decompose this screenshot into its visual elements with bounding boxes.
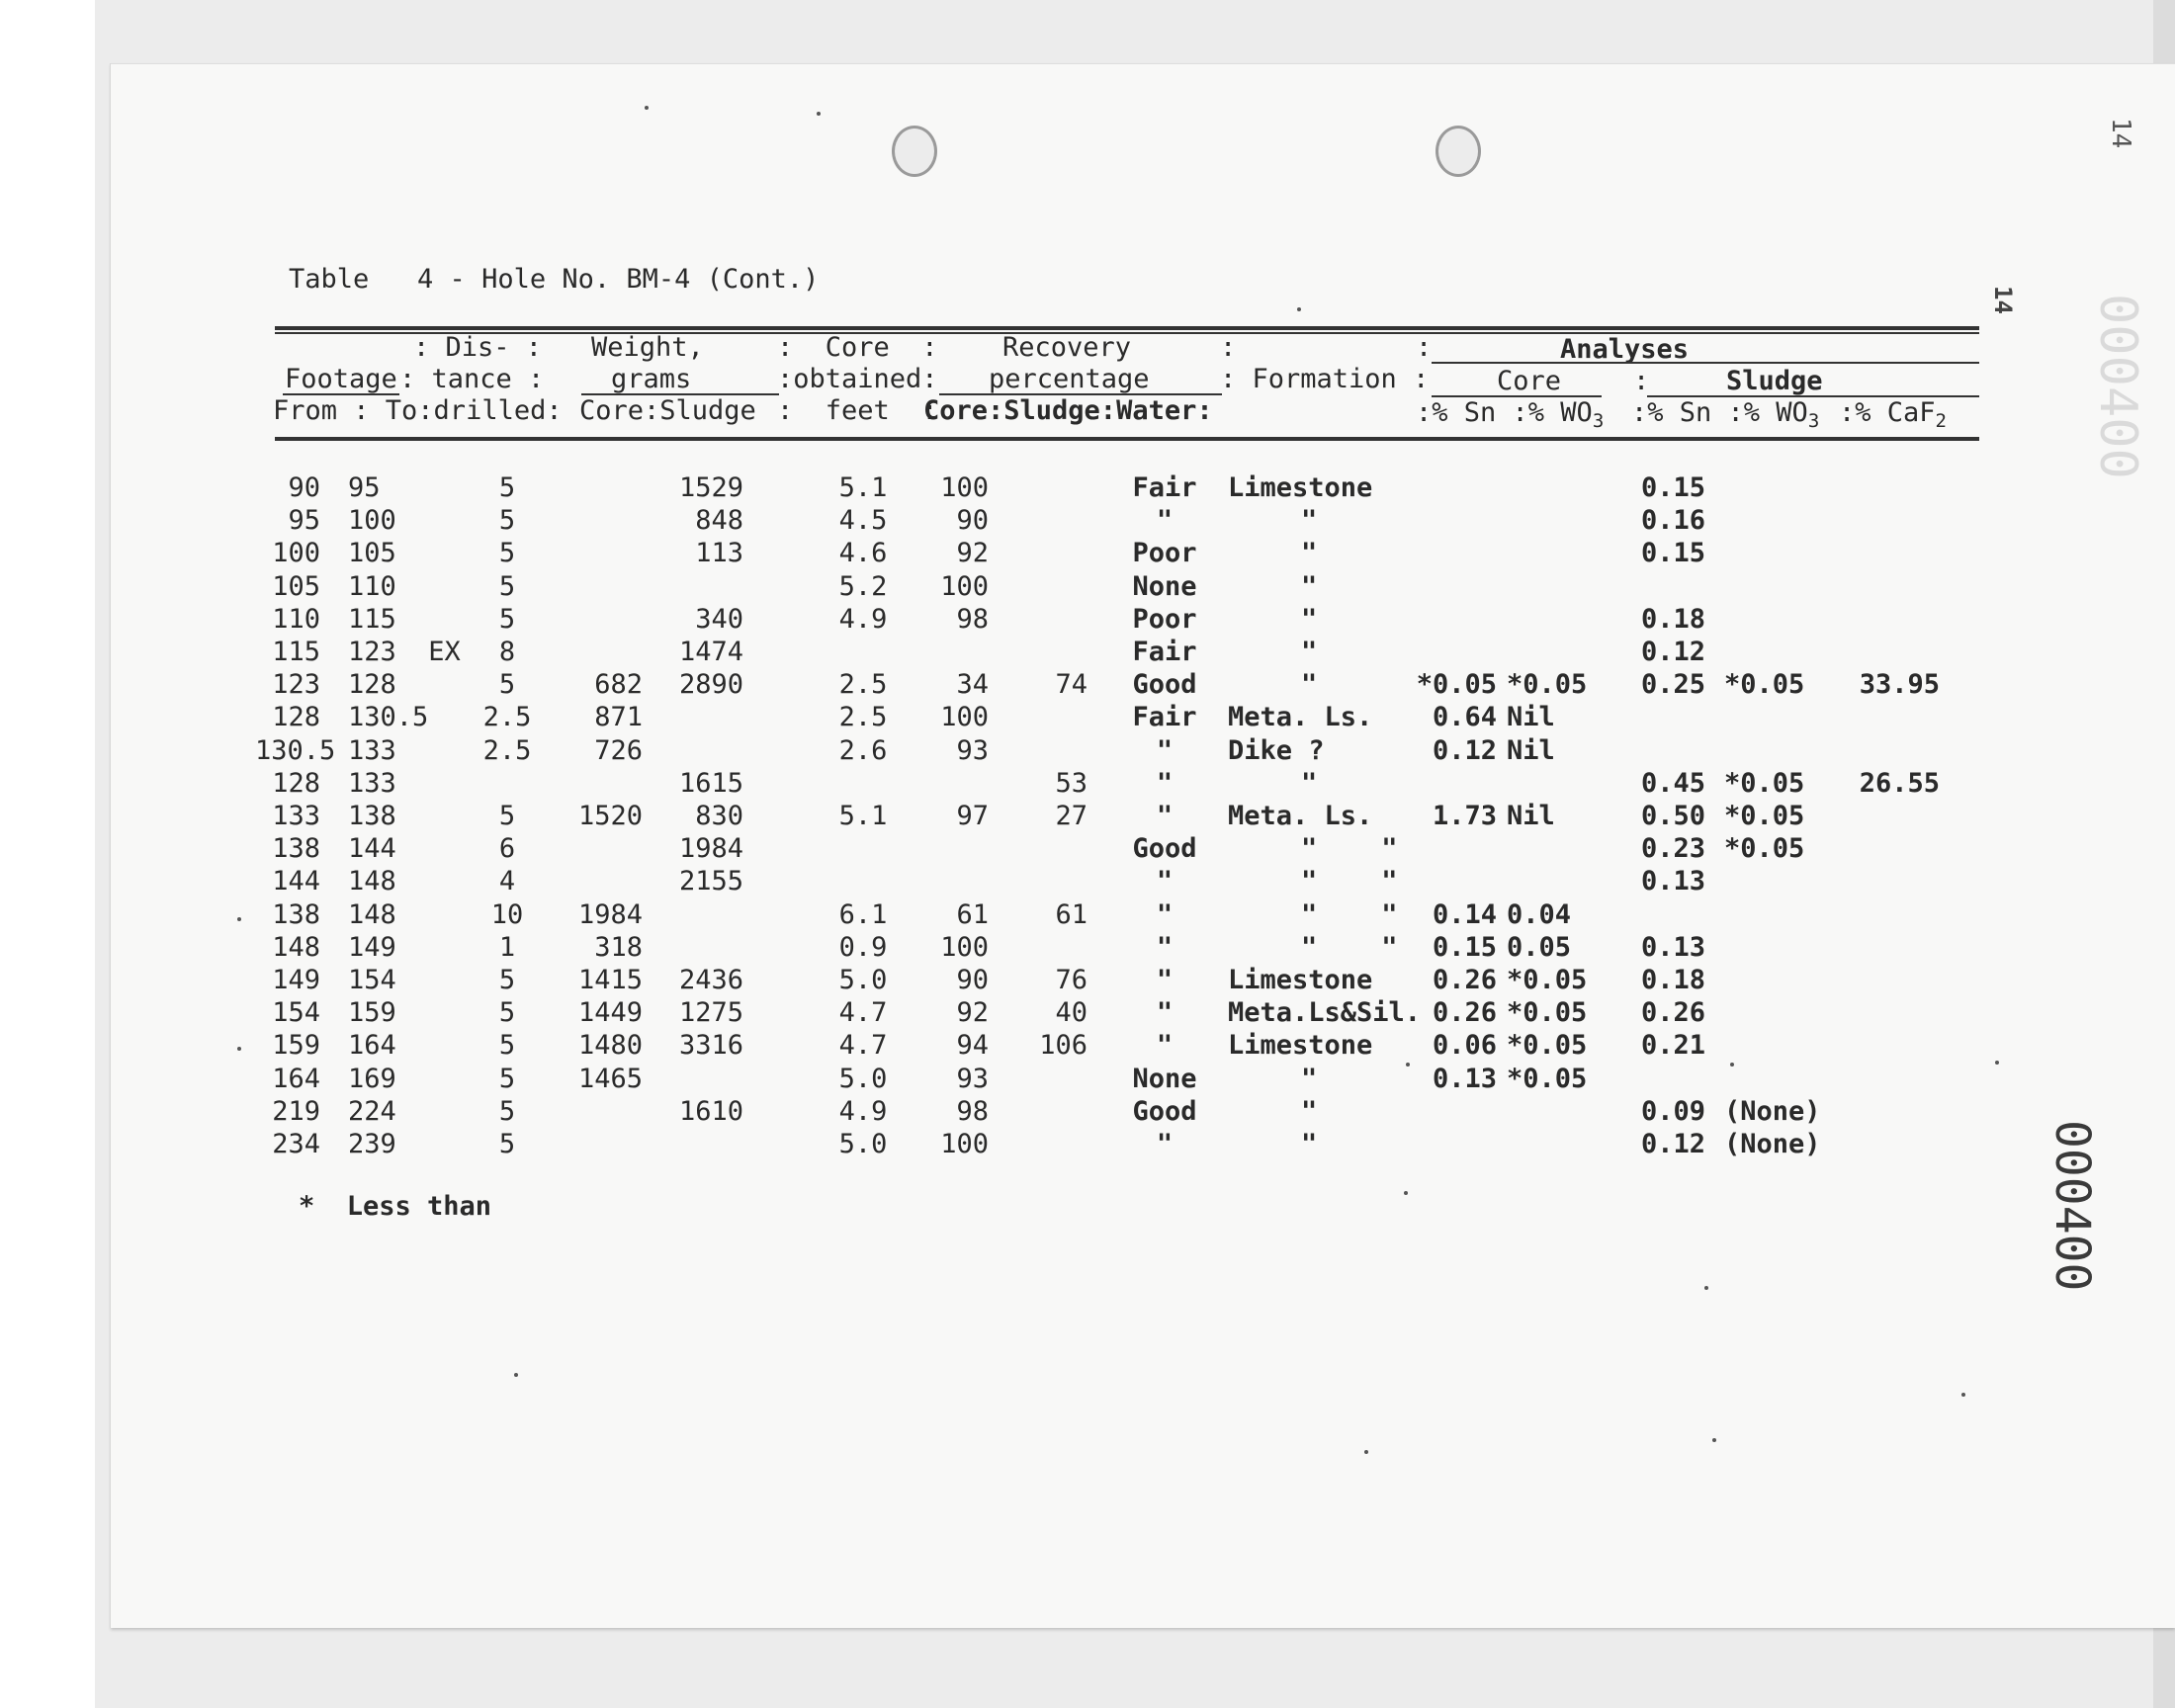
header-bottom-rule — [275, 437, 1979, 441]
cell-rec-core: 97 — [956, 801, 989, 831]
cell-formation: Limestone — [1228, 472, 1373, 503]
cell-formation: Limestone — [1228, 1030, 1373, 1061]
header-analyses-sep: : — [1416, 332, 1433, 363]
cell-from: 154 — [272, 997, 320, 1028]
header-caf2: :% CaF$_2$ — [1839, 397, 1947, 432]
cell-core-sn: 0.12 — [1432, 735, 1497, 766]
speck — [1297, 307, 1301, 311]
cell-core-ft: 5.2 — [838, 571, 888, 602]
cell-core-ft: 0.9 — [838, 932, 888, 963]
page-number-rotated: 14 — [2106, 118, 2135, 149]
cell-core-ft: 5.1 — [838, 472, 888, 503]
cell-formation: " — [1301, 768, 1318, 799]
cell-core-wo3: *0.05 — [1507, 1030, 1588, 1061]
cell-water: Fair — [1132, 637, 1197, 667]
cell-sl-wo3: (None) — [1724, 1129, 1821, 1159]
cell-w-sludge: 848 — [695, 505, 743, 536]
cell-core-ft: 6.1 — [838, 899, 888, 930]
cell-formation: " — [1301, 1064, 1318, 1094]
cell-to: 100 — [348, 505, 396, 536]
cell-sl-wo3: *0.05 — [1724, 768, 1805, 799]
cell-from: 90 — [288, 472, 320, 503]
cell-to: 169 — [348, 1064, 396, 1094]
cell-formation: " — [1301, 637, 1318, 667]
cell-sl-sn: 0.13 — [1641, 866, 1706, 897]
cell-water: " — [1156, 866, 1174, 897]
cell-to: 154 — [348, 965, 396, 995]
header-distance-2: : tance : — [399, 364, 545, 394]
cell-rec-core: 100 — [940, 702, 989, 732]
cell-rec-core: 100 — [940, 472, 989, 503]
cell-sl-sn: 0.15 — [1641, 538, 1706, 568]
cell-core-wo3: *0.05 — [1507, 669, 1588, 700]
cell-w-core: 871 — [594, 702, 643, 732]
cell-formation: " — [1301, 669, 1318, 700]
cell-rec-sludge: 53 — [1055, 768, 1088, 799]
cell-drilled: 4 — [498, 866, 516, 897]
cell-core-ft: 4.6 — [838, 538, 888, 568]
cell-water: " — [1156, 1129, 1174, 1159]
cell-drilled: 5 — [498, 997, 516, 1028]
cell-rec-core: 98 — [956, 1096, 989, 1127]
cell-from: 128 — [272, 702, 320, 732]
cell-to: 144 — [348, 833, 396, 864]
cell-water: " — [1156, 505, 1174, 536]
cell-core-sn: 0.26 — [1432, 965, 1497, 995]
cell-from: 138 — [272, 899, 320, 930]
cell-sl-sn: 0.13 — [1641, 932, 1706, 963]
cell-to: 105 — [348, 538, 396, 568]
cell-water: " — [1156, 801, 1174, 831]
margin-stamp-faint: 000400 — [2088, 294, 2147, 479]
table-top-rule — [275, 326, 1979, 330]
scan-left-strip — [0, 0, 95, 1708]
cell-water: Poor — [1132, 604, 1197, 635]
cell-core-wo3: *0.05 — [1507, 1064, 1588, 1094]
cell-water: Good — [1132, 669, 1197, 700]
cell-core-sn: 0.15 — [1432, 932, 1497, 963]
header-weight: Weight, — [591, 332, 704, 363]
cell-to: 164 — [348, 1030, 396, 1061]
cell-formation: " — [1301, 538, 1318, 568]
header-formation-sep: : — [1220, 332, 1237, 363]
cell-core-ft: 5.0 — [838, 1129, 888, 1159]
cell-w-core: 1480 — [577, 1030, 643, 1061]
speck — [1404, 1191, 1408, 1195]
cell-formation: " — [1301, 571, 1318, 602]
cell-drilled: 1 — [498, 932, 516, 963]
cell-drilled: 8 — [498, 637, 516, 667]
cell-w-sludge: 1984 — [678, 833, 743, 864]
cell-to: 133 — [348, 768, 396, 799]
cell-w-core: 318 — [594, 932, 643, 963]
cell-w-sludge: 1610 — [678, 1096, 743, 1127]
cell-core-ft: 4.7 — [838, 997, 888, 1028]
cell-sl-sn: 0.12 — [1641, 1129, 1706, 1159]
cell-core-ft: 4.9 — [838, 604, 888, 635]
cell-rec-core: 92 — [956, 997, 989, 1028]
cell-to: 148 — [348, 899, 396, 930]
cell-formation: " — [1301, 505, 1318, 536]
cell-core-sn: 0.64 — [1432, 702, 1497, 732]
cell-sl-sn: 0.25 — [1641, 669, 1706, 700]
cell-caf2: 26.55 — [1859, 768, 1940, 799]
cell-rec-sludge: 61 — [1055, 899, 1088, 930]
footnote: * Less than — [299, 1191, 492, 1222]
table-title: Table 4 - Hole No. BM-4 (Cont.) — [289, 264, 820, 295]
cell-formation: " — [1301, 1096, 1318, 1127]
cell-core-sn: 0.13 — [1432, 1064, 1497, 1094]
cell-w-core: 1520 — [577, 801, 643, 831]
cell-to: 110 — [348, 571, 396, 602]
cell-w-sludge: 830 — [695, 801, 743, 831]
header-percentage: percentage — [989, 364, 1150, 394]
cell-drilled: 5 — [498, 965, 516, 995]
header-sludge-sep: : — [1633, 366, 1650, 396]
cell-core-sn: 0.26 — [1432, 997, 1497, 1028]
cell-from: 115 — [272, 637, 320, 667]
cell-to: 133 — [348, 735, 396, 766]
cell-water: None — [1132, 571, 1197, 602]
cell-to: 224 — [348, 1096, 396, 1127]
cell-rec-core: 100 — [940, 571, 989, 602]
cell-rec-sludge: 27 — [1055, 801, 1088, 831]
cell-from: 123 — [272, 669, 320, 700]
punch-hole-left — [892, 126, 937, 177]
speck — [237, 1047, 241, 1051]
cell-sl-wo3: (None) — [1724, 1096, 1821, 1127]
cell-core-ft: 5.1 — [838, 801, 888, 831]
cell-sl-wo3: *0.05 — [1724, 669, 1805, 700]
cell-w-core: 726 — [594, 735, 643, 766]
cell-rec-sludge: 106 — [1039, 1030, 1088, 1061]
cell-to: 115 — [348, 604, 396, 635]
cell-from: 234 — [272, 1129, 320, 1159]
cell-from: 130.5 — [255, 735, 336, 766]
speck — [514, 1373, 518, 1377]
cell-core-wo3: 0.05 — [1507, 932, 1572, 963]
cell-sl-sn: 0.09 — [1641, 1096, 1706, 1127]
cell-formation: Limestone — [1228, 965, 1373, 995]
cell-from: 110 — [272, 604, 320, 635]
speck — [1364, 1450, 1368, 1454]
cell-rec-core: 90 — [956, 965, 989, 995]
header-distance-1: : Dis- : — [413, 332, 543, 363]
header-formation: : Formation : — [1220, 364, 1430, 394]
cell-core-wo3: Nil — [1507, 702, 1555, 732]
cell-drilled: 5 — [498, 1030, 516, 1061]
cell-core-wo3: Nil — [1507, 735, 1555, 766]
cell-core-wo3: Nil — [1507, 801, 1555, 831]
cell-from: 144 — [272, 866, 320, 897]
cell-formation: Meta. Ls. — [1228, 702, 1373, 732]
cell-to: 148 — [348, 866, 396, 897]
cell-from: 128 — [272, 768, 320, 799]
cell-formation: Meta. Ls. — [1228, 801, 1373, 831]
cell-formation: " " — [1301, 866, 1398, 897]
cell-drilled: 10 — [490, 899, 524, 930]
cell-core-ft: 5.0 — [838, 1064, 888, 1094]
speck — [817, 112, 821, 116]
speck — [1961, 1393, 1965, 1397]
cell-water: Fair — [1132, 702, 1197, 732]
cell-drilled: 5 — [498, 801, 516, 831]
cell-caf2: 33.95 — [1859, 669, 1940, 700]
cell-w-core: 1984 — [577, 899, 643, 930]
cell-formation: " — [1301, 1129, 1318, 1159]
cell-core-ft: 4.7 — [838, 1030, 888, 1061]
cell-rec-sludge: 40 — [1055, 997, 1088, 1028]
cell-drilled: 5 — [498, 1096, 516, 1127]
cell-sl-sn: 0.50 — [1641, 801, 1706, 831]
cell-w-sludge: 2890 — [678, 669, 743, 700]
cell-w-sludge: 1474 — [678, 637, 743, 667]
cell-drilled: 5 — [498, 538, 516, 568]
cell-rec-core: 90 — [956, 505, 989, 536]
cell-from: 100 — [272, 538, 320, 568]
cell-w-sludge: 1615 — [678, 768, 743, 799]
cell-w-core: 1415 — [577, 965, 643, 995]
cell-sl-wo3: *0.05 — [1724, 801, 1805, 831]
cell-w-core: 1449 — [577, 997, 643, 1028]
cell-core-sn: 0.14 — [1432, 899, 1497, 930]
cell-water: Fair — [1132, 472, 1197, 503]
cell-rec-core: 94 — [956, 1030, 989, 1061]
cell-w-sludge: 113 — [695, 538, 743, 568]
cell-rec-core: 98 — [956, 604, 989, 635]
cell-w-sludge: 340 — [695, 604, 743, 635]
cell-core-sn: 0.06 — [1432, 1030, 1497, 1061]
header-core-1: : Core : — [777, 332, 938, 363]
cell-drilled: 2.5 — [482, 735, 532, 766]
speck — [237, 917, 241, 921]
header-core-sludge: Core:Sludge — [579, 395, 756, 426]
cell-core-sn: 1.73 — [1432, 801, 1497, 831]
header-analyses: Analyses — [1560, 334, 1690, 365]
speck — [1995, 1061, 1999, 1065]
cell-w-core: 682 — [594, 669, 643, 700]
cell-drilled: 5 — [498, 604, 516, 635]
cell-from: 149 — [272, 965, 320, 995]
cell-w-sludge: 2155 — [678, 866, 743, 897]
cell-core-ft: 4.9 — [838, 1096, 888, 1127]
cell-sl-sn: 0.18 — [1641, 965, 1706, 995]
punch-hole-right — [1436, 126, 1481, 177]
cell-water: Good — [1132, 833, 1197, 864]
cell-from: 148 — [272, 932, 320, 963]
cell-core-wo3: *0.05 — [1507, 965, 1588, 995]
speck — [1730, 1063, 1734, 1067]
header-footage: Footage — [285, 364, 397, 394]
speck — [1704, 1286, 1708, 1290]
cell-to: 159 — [348, 997, 396, 1028]
cell-sl-sn: 0.23 — [1641, 833, 1706, 864]
cell-rec-core: 93 — [956, 1064, 989, 1094]
cell-core-sn: *0.05 — [1416, 669, 1497, 700]
header-feet: : feet : — [777, 395, 938, 426]
cell-rec-sludge: 76 — [1055, 965, 1088, 995]
cell-water: " — [1156, 899, 1174, 930]
cell-water: " — [1156, 965, 1174, 995]
cell-w-sludge: 2436 — [678, 965, 743, 995]
cell-core-ft: 4.5 — [838, 505, 888, 536]
cell-formation: Dike ? — [1228, 735, 1325, 766]
header-grams: grams — [611, 364, 692, 394]
cell-sl-sn: 0.45 — [1641, 768, 1706, 799]
cell-to: 138 — [348, 801, 396, 831]
cell-w-core: 1465 — [577, 1064, 643, 1094]
cell-from: 133 — [272, 801, 320, 831]
margin-stamp-number: 000400 — [2044, 1120, 2100, 1292]
cell-w-sludge: 1529 — [678, 472, 743, 503]
header-core-sn-wo3: :% Sn :% $WO_3$ — [1416, 397, 1605, 432]
cell-water: " — [1156, 997, 1174, 1028]
cell-water: " — [1156, 768, 1174, 799]
cell-sl-sn: 0.26 — [1641, 997, 1706, 1028]
cell-to: 128 — [348, 669, 396, 700]
cell-water: Good — [1132, 1096, 1197, 1127]
header-recovery: Recovery — [1002, 332, 1132, 363]
cell-rec-core: 92 — [956, 538, 989, 568]
cell-formation: " " — [1301, 833, 1398, 864]
cell-core-ft: 5.0 — [838, 965, 888, 995]
cell-drilled: 6 — [498, 833, 516, 864]
cell-rec-core: 100 — [940, 1129, 989, 1159]
analyses-underline — [1432, 362, 1979, 364]
cell-from: 105 — [272, 571, 320, 602]
cell-rec-sludge: 74 — [1055, 669, 1088, 700]
header-core-analyses: Core — [1497, 366, 1562, 396]
margin-stamp-top: 14 — [1989, 286, 2017, 314]
cell-water: None — [1132, 1064, 1197, 1094]
cell-formation: " " — [1301, 932, 1398, 963]
cell-from: 164 — [272, 1064, 320, 1094]
header-sludge-sn-wo3: :% Sn :% $WO_3$ — [1631, 397, 1820, 432]
cell-sl-sn: 0.16 — [1641, 505, 1706, 536]
cell-sl-sn: 0.21 — [1641, 1030, 1706, 1061]
cell-rec-core: 100 — [940, 932, 989, 963]
cell-to: 95 — [348, 472, 381, 503]
cell-sl-sn: 0.12 — [1641, 637, 1706, 667]
cell-sl-wo3: *0.05 — [1724, 833, 1805, 864]
header-from-to-drilled: From : To:drilled: — [273, 395, 563, 426]
cell-drilled: 5 — [498, 571, 516, 602]
cell-drilled: 5 — [498, 669, 516, 700]
cell-from: 219 — [272, 1096, 320, 1127]
header-recovery-columns: Core:Sludge:Water: — [923, 395, 1213, 426]
cell-rec-core: 61 — [956, 899, 989, 930]
cell-formation: " — [1301, 604, 1318, 635]
cell-water: Poor — [1132, 538, 1197, 568]
cell-w-sludge: 1275 — [678, 997, 743, 1028]
cell-to: 149 — [348, 932, 396, 963]
cell-rec-core: 34 — [956, 669, 989, 700]
cell-rec-core: 93 — [956, 735, 989, 766]
cell-drilled: 5 — [498, 1064, 516, 1094]
cell-drilled: 5 — [498, 472, 516, 503]
cell-to: 123 EX — [348, 637, 461, 667]
cell-core-ft: 2.5 — [838, 669, 888, 700]
header-obtained: :obtained: — [777, 364, 938, 394]
cell-core-wo3: 0.04 — [1507, 899, 1572, 930]
cell-water: " — [1156, 735, 1174, 766]
cell-drilled: 2.5 — [482, 702, 532, 732]
cell-water: " — [1156, 1030, 1174, 1061]
cell-from: 138 — [272, 833, 320, 864]
cell-from: 95 — [288, 505, 320, 536]
speck — [1712, 1438, 1716, 1442]
cell-w-sludge: 3316 — [678, 1030, 743, 1061]
cell-water: " — [1156, 932, 1174, 963]
cell-sl-sn: 0.18 — [1641, 604, 1706, 635]
cell-core-ft: 2.5 — [838, 702, 888, 732]
header-sludge-analyses: Sludge — [1726, 366, 1823, 396]
cell-from: 159 — [272, 1030, 320, 1061]
cell-sl-sn: 0.15 — [1641, 472, 1706, 503]
cell-to: 130.5 — [348, 702, 429, 732]
cell-formation: " " — [1301, 899, 1398, 930]
cell-drilled: 5 — [498, 1129, 516, 1159]
cell-to: 239 — [348, 1129, 396, 1159]
cell-core-wo3: *0.05 — [1507, 997, 1588, 1028]
cell-formation: Meta.Ls&Sil. — [1228, 997, 1422, 1028]
cell-drilled: 5 — [498, 505, 516, 536]
cell-core-ft: 2.6 — [838, 735, 888, 766]
speck — [645, 106, 649, 110]
